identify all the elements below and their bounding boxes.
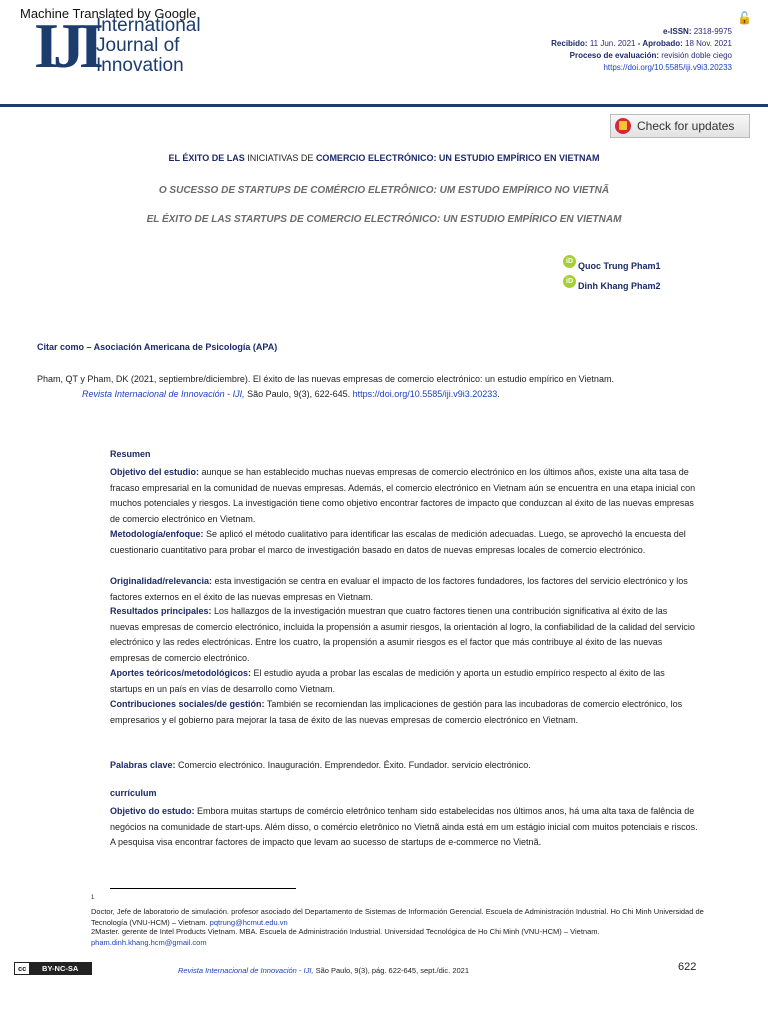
cc-icon: cc [15, 964, 29, 973]
footnote-2: 2Master. gerente de Intel Products Vietnam. MBA. Escuela de Administración Industrial. Universidad Tecnológica de Ho Chi Minh (VNU-HCM) – Vietnam. pham.dinh.khang.hcm@gmail.com [91, 927, 600, 947]
email-link-1[interactable]: pqtrung@hcmut.edu.vn [209, 917, 288, 927]
citation-line-2: Revista Internacional de Innovación - IJI, São Paulo, 9(3), 622-645. https://doi.org/10.5585/iji.v9i3.20233. [82, 389, 500, 399]
email-link-2[interactable]: pham.dinh.khang.hcm@gmail.com [91, 938, 207, 947]
author-name: Quoc Trung Pham1 [578, 261, 661, 271]
citation-line-1: Pham, QT y Pham, DK (2021, septiembre/diciembre). El éxito de las nuevas empresas de comercio electrónico: un estudio empírico en Vietnam. [37, 374, 614, 384]
doi-link[interactable]: https://doi.org/10.5585/iji.v9i3.20233 [603, 63, 732, 72]
abstract-theory: Aportes teóricos/metodológicos: El estudio ayuda a probar las escalas de medición y aporta un estudio empírico respecto al éxito de las startups en un país en vías de desarrollo como Vietnam. [110, 668, 665, 694]
footer-citation: Revista Internacional de Innovación - IJI, São Paulo, 9(3), pág. 622-645, sept./dic. 2021 [178, 966, 470, 975]
abstract-social: Contribuciones sociales/de gestión: También se recomiendan las implicaciones de gestión para las incubadoras de comercio electrónico, los empresarios y el gobierno para mejorar la tasa de éxito de las nuevas empresas de comercio electrónico en Vietnam. [110, 699, 683, 725]
title-spanish: EL ÉXITO DE LAS STARTUPS DE COMERCIO ELECTRÓNICO: UN ESTUDIO EMPÍRICO EN VIETNAM [146, 214, 622, 225]
review-process: Proceso de evaluación: revisión doble ciego [569, 51, 732, 60]
cc-license-badge[interactable] [14, 962, 92, 975]
article-title: EL ÉXITO DE LAS INICIATIVAS DE COMERCIO ELECTRÓNICO: UN ESTUDIO EMPÍRICO EN VIETNAM [168, 153, 600, 163]
header-divider [0, 104, 768, 107]
bookmark-icon [615, 118, 631, 134]
journal-logo-mark: IJI [34, 10, 98, 81]
dates: Recibido: 11 Jun. 2021 - Aprobado: 18 Nov. 2021 [551, 39, 732, 48]
logo-line-2: Journal of [96, 35, 180, 56]
check-for-updates-button[interactable] [610, 114, 750, 138]
author-2[interactable] [563, 272, 661, 291]
title-portuguese: O SUCESSO DE STARTUPS DE COMÉRCIO ELETRÔNICO: UM ESTUDO EMPÍRICO NO VIETNÃ [158, 185, 610, 196]
orcid-icon[interactable]: iD [563, 255, 576, 268]
author-name: Dinh Khang Pham2 [578, 281, 661, 291]
keywords: Palabras clave: Comercio electrónico. Inauguración. Emprendedor. Éxito. Fundador. servicio electrónico. [110, 760, 531, 770]
citation-doi-link[interactable]: https://doi.org/10.5585/iji.v9i3.20233 [352, 389, 498, 399]
resumo-heading: currículum [110, 788, 157, 798]
license-type: BY-NC-SA [29, 963, 91, 974]
logo-line-3: Innovation [96, 55, 184, 76]
journal-logo-name [96, 16, 201, 76]
abstract-originality: Originalidad/relevancia: esta investigación se centra en evaluar el impacto de los factores fundadores, los factores del servicio electrónico y los factores externos en el éxito de las nuevas empresas en Vietnam. [110, 576, 688, 602]
page-number: 622 [678, 961, 697, 973]
cite-heading: Citar como – Asociación Americana de Psicología (APA) [37, 342, 278, 352]
abstract-objective: Objetivo del estudio: aunque se han establecido muchas nuevas empresas de comercio electrónico en los últimos años, existe una alta tasa de fracaso empresarial en la comunidad de nuevas empresas. Además, el comercio electrónico en Vietnam aún se encuentra en una etapa inicial con muchos potenciales y riesgos. La investigación tiene como objetivo encontrar factores de impacto que conduzcan al éxito de las nuevas empresas de comercio electrónico en Vietnam. [110, 467, 696, 524]
resumo-objective: Objetivo do estudo: Embora muitas startups de comércio eletrônico tenham sido estabelecidas nos últimos anos, há uma alta taxa de falência de negócios na comunidade de start-ups. Além disso, o comércio eletrônico no Vietnã ainda está em um estágio inicial com muitos potenciais e riscos. A pesquisa visa encontrar factores de impacto que levam ao sucesso de startups de e-commerce no Vietnã. [110, 806, 698, 847]
abstract-heading: Resumen [110, 449, 151, 459]
author-1[interactable] [563, 252, 661, 271]
check-for-updates-label: Check for updates [637, 119, 735, 133]
logo-line-1: International [96, 15, 201, 36]
header-meta [551, 26, 732, 74]
footnote-divider [110, 888, 296, 889]
abstract-results: Resultados principales: Los hallazgos de la investigación muestran que cuatro factores tienen una contribución significativa al éxito de las nuevas empresas de comercio electrónico, incluida la propensión a asumir riesgos, la orientación al logro, la confiabilidad de la calidad del servicio electrónico y las redes electrónicas. Entre los cuatro, la propensión a asumir riesgos es el factor que más contribuye al éxito de las nuevas empresas de comercio electrónico. [110, 606, 695, 663]
footnote-1: $^1$ Doctor, Jefe de laboratorio de simulación. profesor asociado del Departamento de Sistemas de Información Gerencial. Escuela de Administración Industrial. Ho Chi Minh Universidad de Tecnología (VNU-HCM) – Vietnam. pqtrung@hcmut.edu.vn [91, 895, 704, 927]
journal-link[interactable]: Revista Internacional de Innovación - IJI, [82, 389, 245, 399]
open-access-icon: 🔓 [737, 11, 752, 25]
abstract-method: Metodología/enfoque: Se aplicó el método cualitativo para identificar las escalas de medición adecuadas. Luego, se aprovechó la encuesta del cuestionario cuantitativo para probar el marco de investigación basado en datos de nuevas empresas locales de comercio electrónico. [110, 529, 686, 555]
machine-translation-banner: Machine Translated by Google [20, 6, 197, 21]
eissn: e-ISSN: 2318-9975 [663, 27, 732, 36]
orcid-icon[interactable]: iD [563, 275, 576, 288]
